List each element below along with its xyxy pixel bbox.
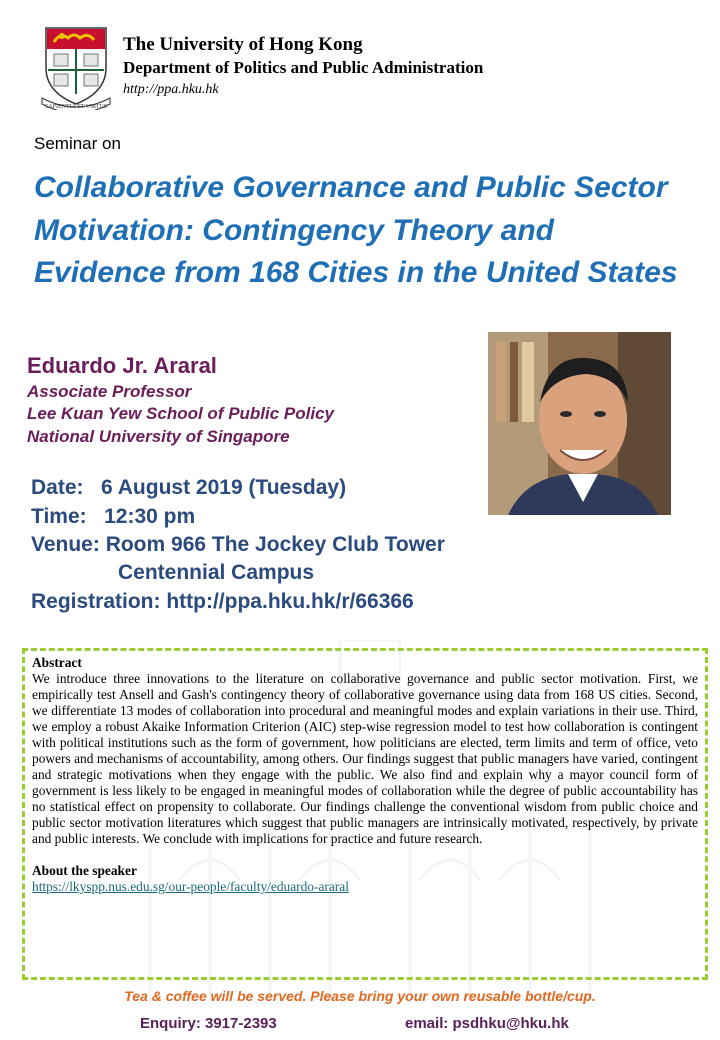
speaker-position: Associate Professor — [27, 382, 192, 401]
refreshments-note: Tea & coffee will be served. Please bring your own reusable bottle/cup. — [124, 988, 596, 1004]
event-date: Date: 6 August 2019 (Tuesday) — [31, 476, 347, 499]
event-venue: Venue: Room 966 The Jockey Club Tower — [31, 533, 445, 556]
crest-motto: SAPIENTIA ET VIRTUS — [44, 104, 108, 110]
speaker-profile-link[interactable]: https://lkyspp.nus.edu.sg/our-people/faculty/eduardo-araral — [32, 879, 349, 894]
enquiry-phone: Enquiry: 3917-2393 — [140, 1015, 277, 1032]
speaker-photo — [488, 332, 671, 515]
event-registration[interactable]: Registration: http://ppa.hku.hk/r/66366 — [31, 590, 414, 613]
speaker-school: Lee Kuan Yew School of Public Policy — [27, 404, 335, 423]
abstract-heading: Abstract — [32, 655, 82, 670]
about-speaker-heading: About the speaker — [32, 863, 137, 878]
event-time: Time: 12:30 pm — [31, 505, 196, 528]
seminar-label: Seminar on — [34, 134, 121, 153]
hku-crest-logo — [40, 24, 112, 110]
university-name: The University of Hong Kong — [123, 34, 363, 55]
department-url[interactable]: http://ppa.hku.hk — [123, 82, 219, 97]
abstract-text: We introduce three innovations to the literature on collaborative governance and public sector motivation. First, we empirically test Ansell and Gash's contingency theory of collaborative governance using data from 168 US cities. Second, we differentiate 13 modes of collaboration into procedural and meaningful modes and explain variations in their use. Third, we employ a robust Akaike Information Criterion (AIC) step-wise regression model to test how collaboration is contingent with political institutions such as the form of government, how politicians are elected, term limits and term of office, veto powers and mechanisms of accountability, among others. Our findings suggest that public managers have varied, contingent and strategic motivations when they engage with the public. We also find and explain why a mayor council form of government is less likely to be engaged in meaningful modes of collaboration while the degree of public accountability has no statistical effect on propensity to collaborate. Our findings challenge the conventional wisdom from public choice and public sector motivation literatures which suggest that public managers are intrinsically motivated, respectively, by private and public interests. We conclude with implications for practice and future research. — [32, 671, 698, 846]
department-name: Department of Politics and Public Administration — [123, 58, 484, 77]
speaker-university: National University of Singapore — [27, 427, 290, 446]
seminar-title: Collaborative Governance and Public Sector Motivation: Contingency Theory and Evidence from 168 Cities in the United States — [34, 171, 678, 289]
event-venue-campus: Centennial Campus — [118, 561, 315, 584]
abstract-section — [32, 655, 698, 895]
enquiry-email[interactable]: email: psdhku@hku.hk — [405, 1015, 569, 1032]
speaker-name: Eduardo Jr. Araral — [27, 353, 217, 378]
